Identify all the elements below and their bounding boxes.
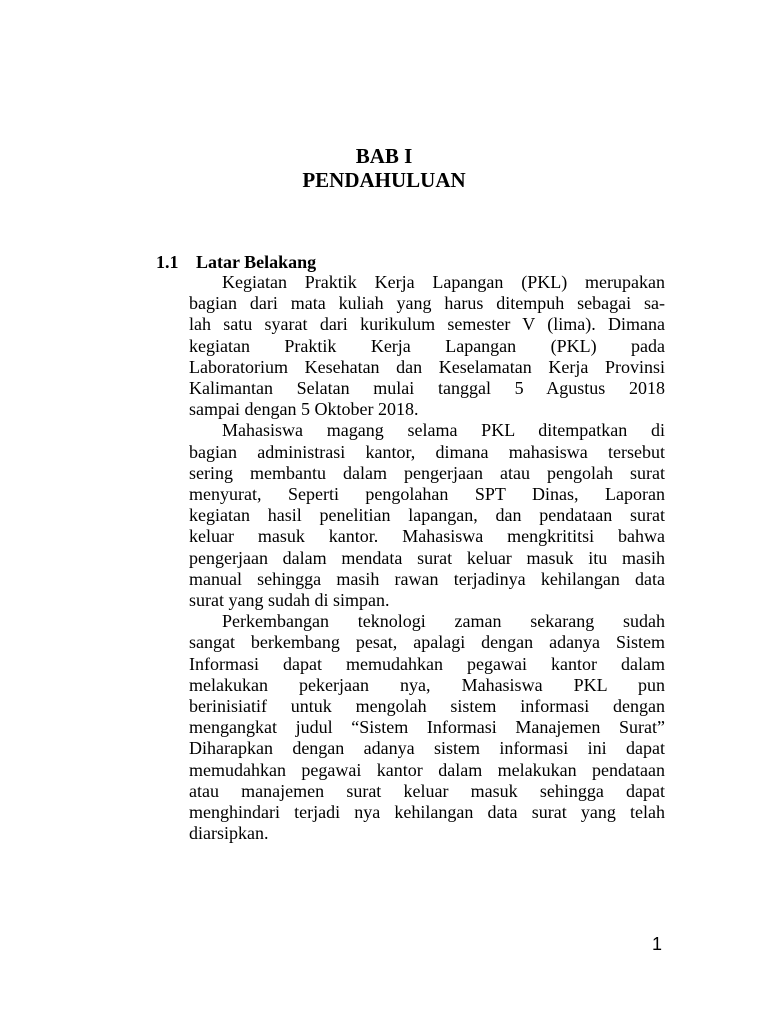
paragraph-line: berinisiatif untuk mengolah sistem informasi dengan [189, 696, 665, 717]
paragraph-line: kegiatan hasil penelitian lapangan, dan pendataan surat [189, 505, 665, 526]
paragraph-line: atau manajemen surat keluar masuk sehingga dapat [189, 780, 665, 801]
paragraph-line: sangat berkembang pesat, apalagi dengan adanya Sistem [189, 632, 665, 653]
paragraph-line: lah satu syarat dari kurikulum semester V (lima). Dimana [189, 314, 665, 335]
paragraph [189, 272, 665, 420]
paragraph-line: manual sehingga masih rawan terjadinya kehilangan data [189, 568, 665, 589]
paragraph-line: menyurat, Seperti pengolahan SPT Dinas, Laporan [189, 484, 665, 505]
paragraph-line: surat yang sudah di simpan. [189, 590, 390, 611]
paragraph [189, 611, 665, 844]
paragraph-line: menghindari terjadi nya kehilangan data surat yang telah [189, 802, 665, 823]
section-body [189, 272, 665, 844]
page-number: 1 [652, 934, 663, 954]
section-title: Latar Belakang [196, 252, 317, 272]
section-heading [156, 250, 316, 274]
paragraph-line: bagian administrasi kantor, dimana mahasiswa tersebut [189, 441, 665, 462]
paragraph-line: bagian dari mata kuliah yang harus ditempuh sebagai sa- [189, 293, 665, 314]
paragraph-line: Laboratorium Kesehatan dan Keselamatan Kerja Provinsi [189, 356, 665, 377]
paragraph-line: melakukan pekerjaan nya, Mahasiswa PKL pun [189, 674, 665, 695]
paragraph-line: sampai dengan 5 Oktober 2018. [189, 399, 419, 420]
chapter-number: BAB I [355, 144, 413, 168]
paragraph-line: Perkembangan teknologi zaman sekarang sudah [222, 611, 665, 632]
paragraph-line: Kalimantan Selatan mulai tanggal 5 Agustus 2018 [189, 378, 665, 399]
paragraph-line: sering membantu dalam pengerjaan atau pengolah surat [189, 462, 665, 483]
paragraph-line: keluar masuk kantor. Mahasiswa mengkrititsi bahwa [189, 526, 665, 547]
chapter-title: PENDAHULUAN [302, 168, 466, 192]
paragraph-line: Kegiatan Praktik Kerja Lapangan (PKL) merupakan [222, 272, 665, 292]
paragraph-line: pengerjaan dalam mendata surat keluar masuk itu masih [189, 547, 665, 568]
paragraph-line: Mahasiswa magang selama PKL ditempatkan di [222, 420, 665, 441]
paragraph-line: Diharapkan dengan adanya sistem informasi ini dapat [189, 738, 665, 759]
paragraph-line: kegiatan Praktik Kerja Lapangan (PKL) pada [189, 335, 665, 356]
section-number: 1.1 [156, 252, 179, 272]
paragraph-line: Informasi dapat memudahkan pegawai kantor dalam [189, 653, 665, 674]
paragraph-line: mengangkat judul “Sistem Informasi Manajemen Surat” [189, 717, 665, 738]
paragraph-line: memudahkan pegawai kantor dalam melakukan pendataan [189, 759, 665, 780]
paragraph-line: diarsipkan. [189, 823, 269, 844]
paragraph [189, 420, 665, 611]
